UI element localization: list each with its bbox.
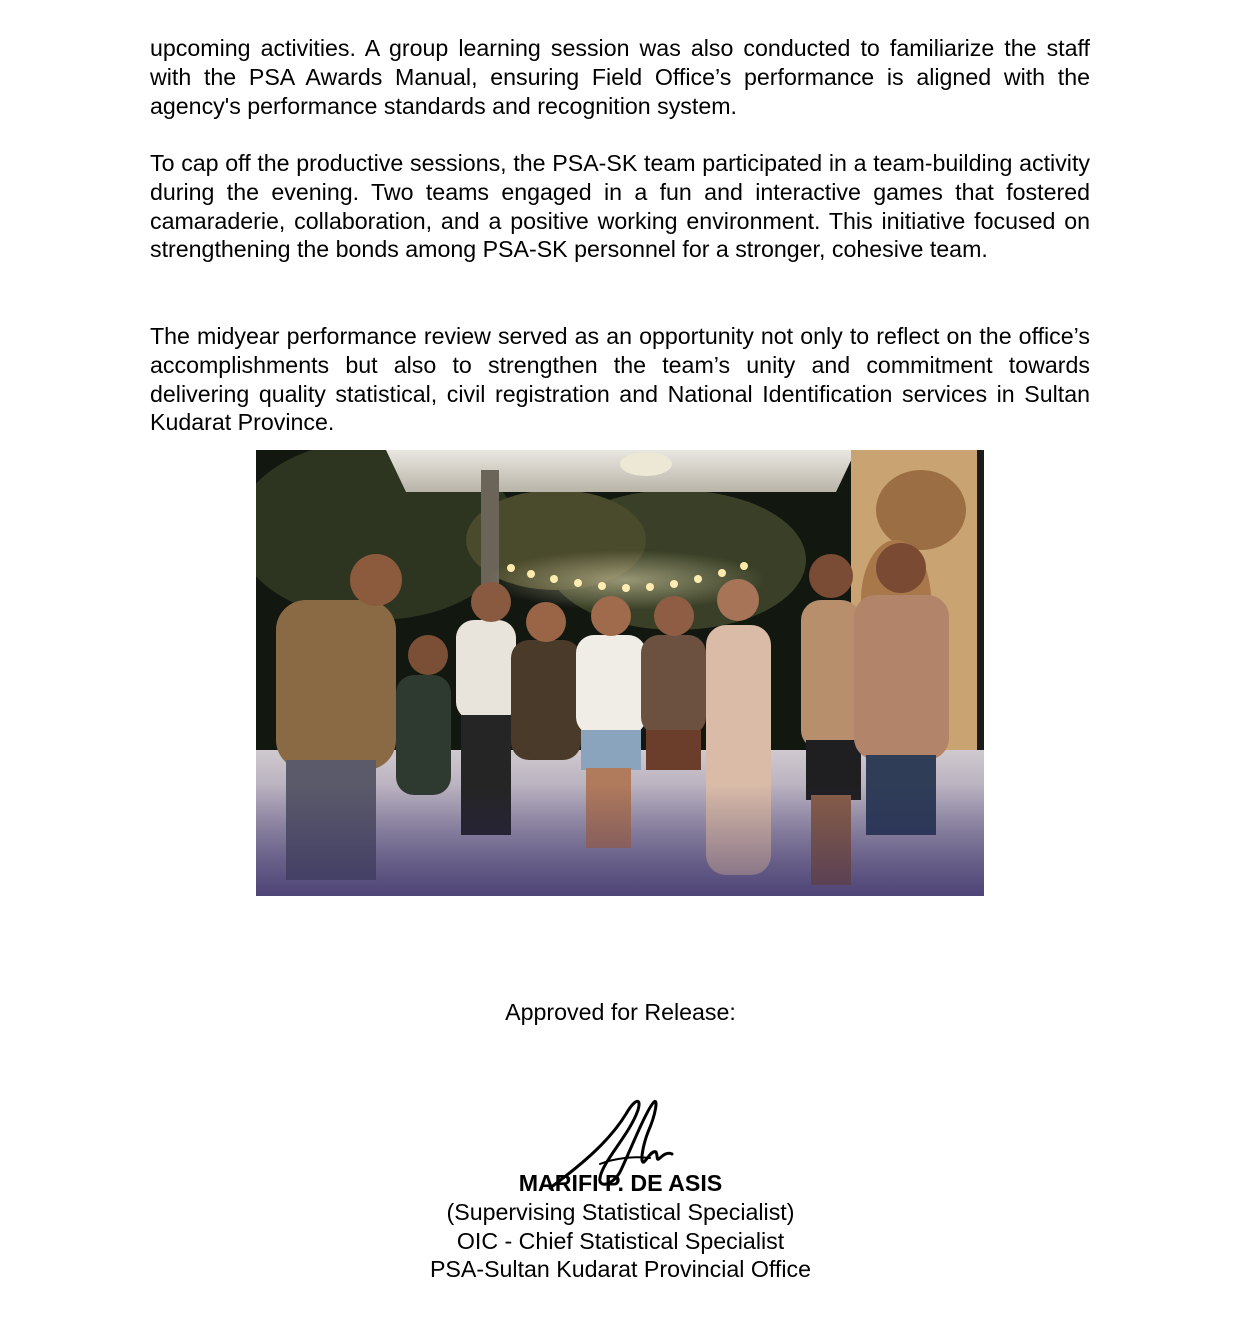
signatory-position: (Supervising Statistical Specialist) — [446, 1198, 795, 1225]
signatory-block — [0, 1169, 1241, 1284]
paragraph-learning-session: upcoming activities. A group learning session was also conducted to familiarize the staff with the PSA Awards Manual, ensuring Field Office’s performance is aligned with the agency's performance standards and recognition system. — [150, 35, 1090, 119]
signatory-name: MARIFI P. DE ASIS — [518, 1170, 723, 1196]
approval-label: Approved for Release: — [505, 999, 736, 1025]
signatory-office: PSA-Sultan Kudarat Provincial Office — [429, 1256, 812, 1283]
signatory-role: OIC - Chief Statistical Specialist — [456, 1227, 785, 1254]
paragraph-midyear-review: The midyear performance review served as an opportunity not only to reflect on the office’s accomplishments but also to strengthen the team’s unity and commitment towards delivering quality statistical, civil registration and National Identification services in Sultan Kudarat Province. — [150, 323, 1090, 436]
paragraph-team-building: To cap off the productive sessions, the PSA-SK team participated in a team-building activity during the evening. Two teams engaged in a fun and interactive games that fostered camaraderie, collaboration, and a positive working environment. This initiative focused on strengthening the bonds among PSA-SK personnel for a stronger, cohesive team. — [150, 150, 1090, 263]
team-group-photo — [256, 450, 984, 896]
